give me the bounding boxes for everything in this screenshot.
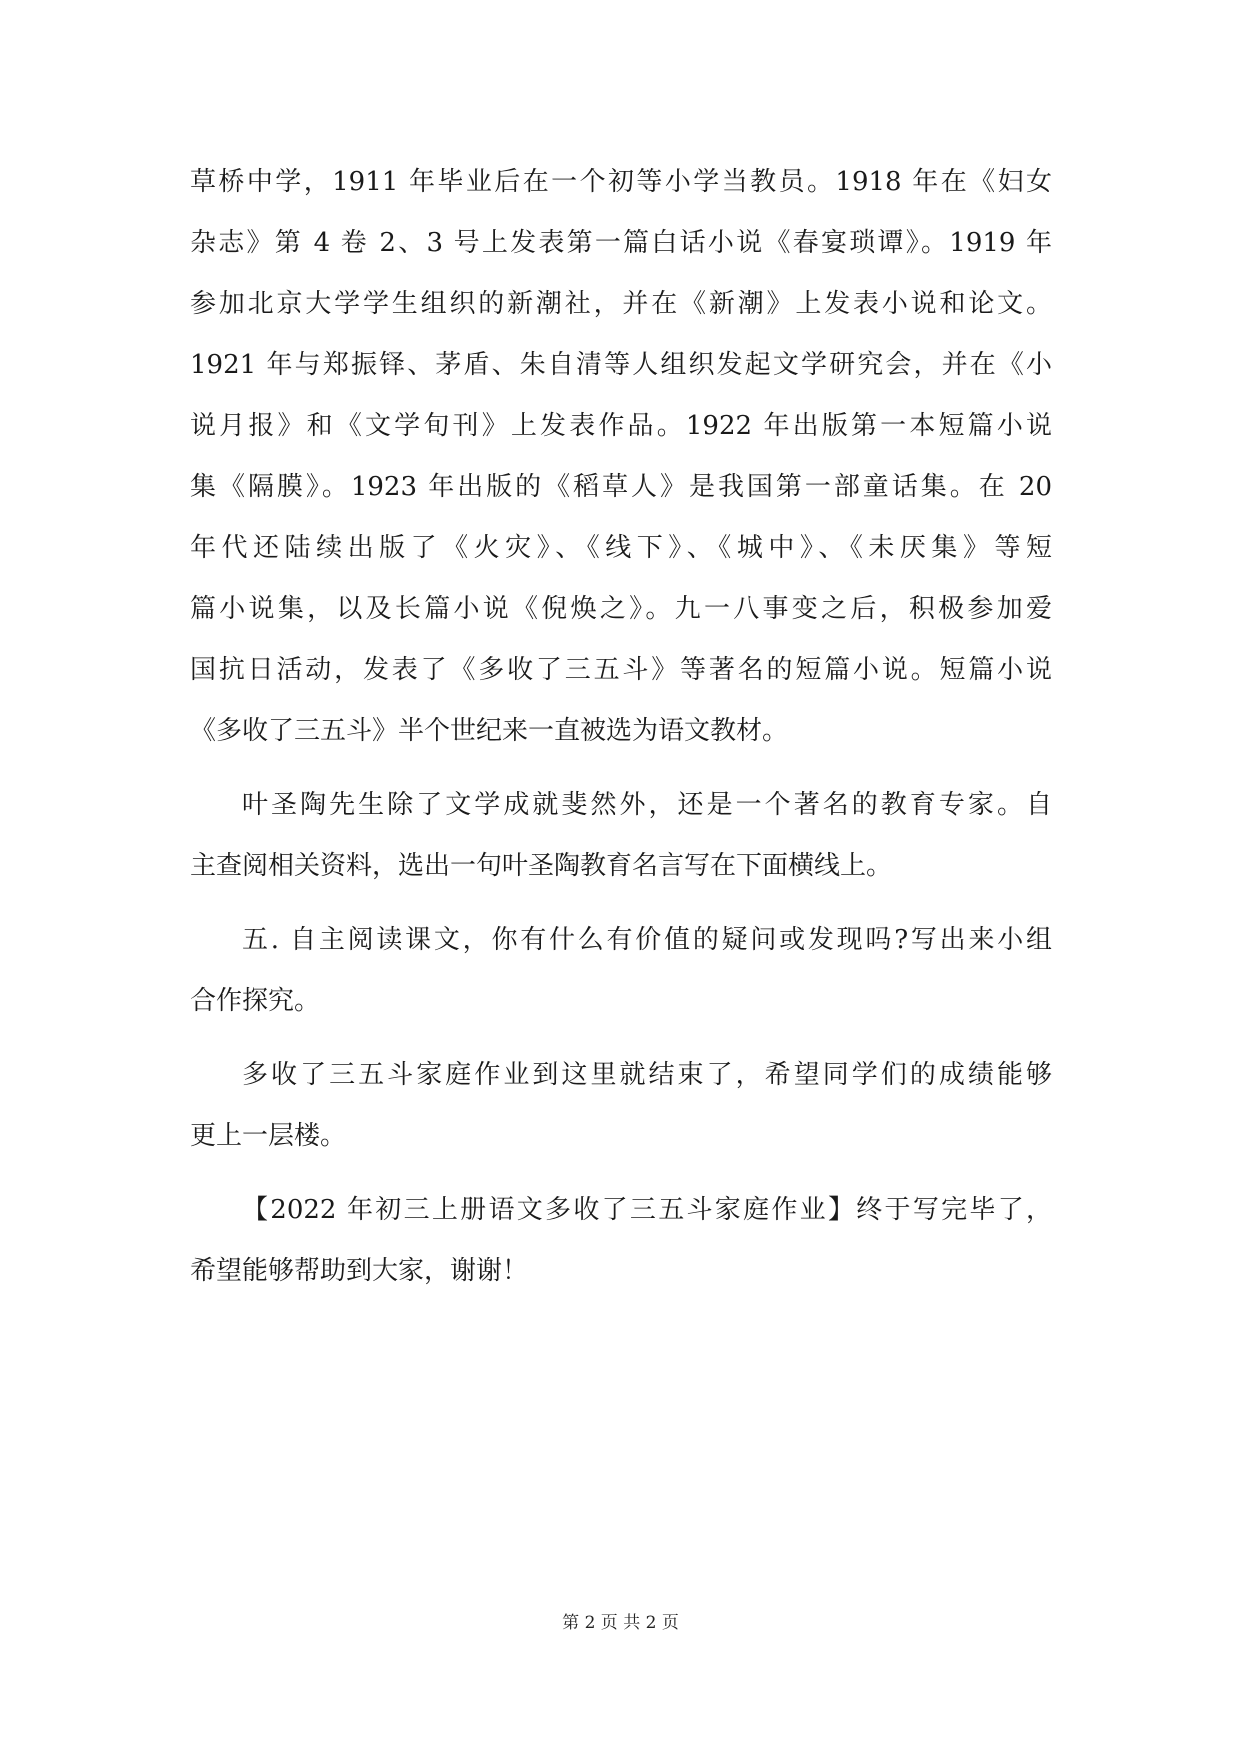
text-line: 年代还陆续出版了《火灾》、《线下》、《城中》、《未厌集》等短 [190, 533, 1052, 563]
text-line: 更上一层楼。 [190, 1121, 347, 1151]
paragraph-education-quote [190, 775, 1052, 897]
text-line: 希望能够帮助到大家，谢谢！ [190, 1256, 529, 1286]
text-line: 多收了三五斗家庭作业到这里就结束了，希望同学们的成绩能够 [242, 1060, 1052, 1090]
text-line: 国抗日活动，发表了《多收了三五斗》等著名的短篇小说。短篇小说 [190, 655, 1052, 685]
text-line: 杂志》第 4 卷 2、3 号上发表第一篇白话小说《春宴琐谭》。1919 年 [190, 228, 1052, 258]
text-line: 【2022 年初三上册语文多收了三五斗家庭作业】终于写完毕了， [242, 1195, 1052, 1225]
text-line: 参加北京大学学生组织的新潮社，并在《新潮》上发表小说和论文。 [190, 289, 1052, 319]
document-body [190, 152, 1052, 1302]
page-number-footer: 第 2 页 共 2 页 [562, 1613, 679, 1633]
text-line: 叶圣陶先生除了文学成就斐然外，还是一个著名的教育专家。自 [242, 790, 1052, 820]
text-line: 1921 年与郑振铎、茅盾、朱自清等人组织发起文学研究会，并在《小 [190, 350, 1052, 380]
text-line: 集《隔膜》。1923 年出版的《稻草人》是我国第一部童话集。在 20 [190, 472, 1052, 502]
paragraph-biography [190, 152, 1052, 762]
text-line: 篇小说集，以及长篇小说《倪焕之》。九一八事变之后，积极参加爱 [190, 594, 1052, 624]
text-line: 五. 自主阅读课文，你有什么有价值的疑问或发现吗?写出来小组 [242, 925, 1052, 955]
paragraph-closing-wish [190, 1045, 1052, 1167]
paragraph-question-five [190, 910, 1052, 1032]
text-line: 《多收了三五斗》半个世纪来一直被选为语文教材。 [190, 716, 789, 746]
text-line: 说月报》和《文学旬刊》上发表作品。1922 年出版第一本短篇小说 [190, 411, 1052, 441]
text-line: 合作探究。 [190, 986, 321, 1016]
text-line: 草桥中学，1911 年毕业后在一个初等小学当教员。1918 年在《妇女 [190, 167, 1052, 197]
text-line: 主查阅相关资料，选出一句叶圣陶教育名言写在下面横线上。 [190, 851, 893, 881]
paragraph-ending-note [190, 1180, 1052, 1302]
